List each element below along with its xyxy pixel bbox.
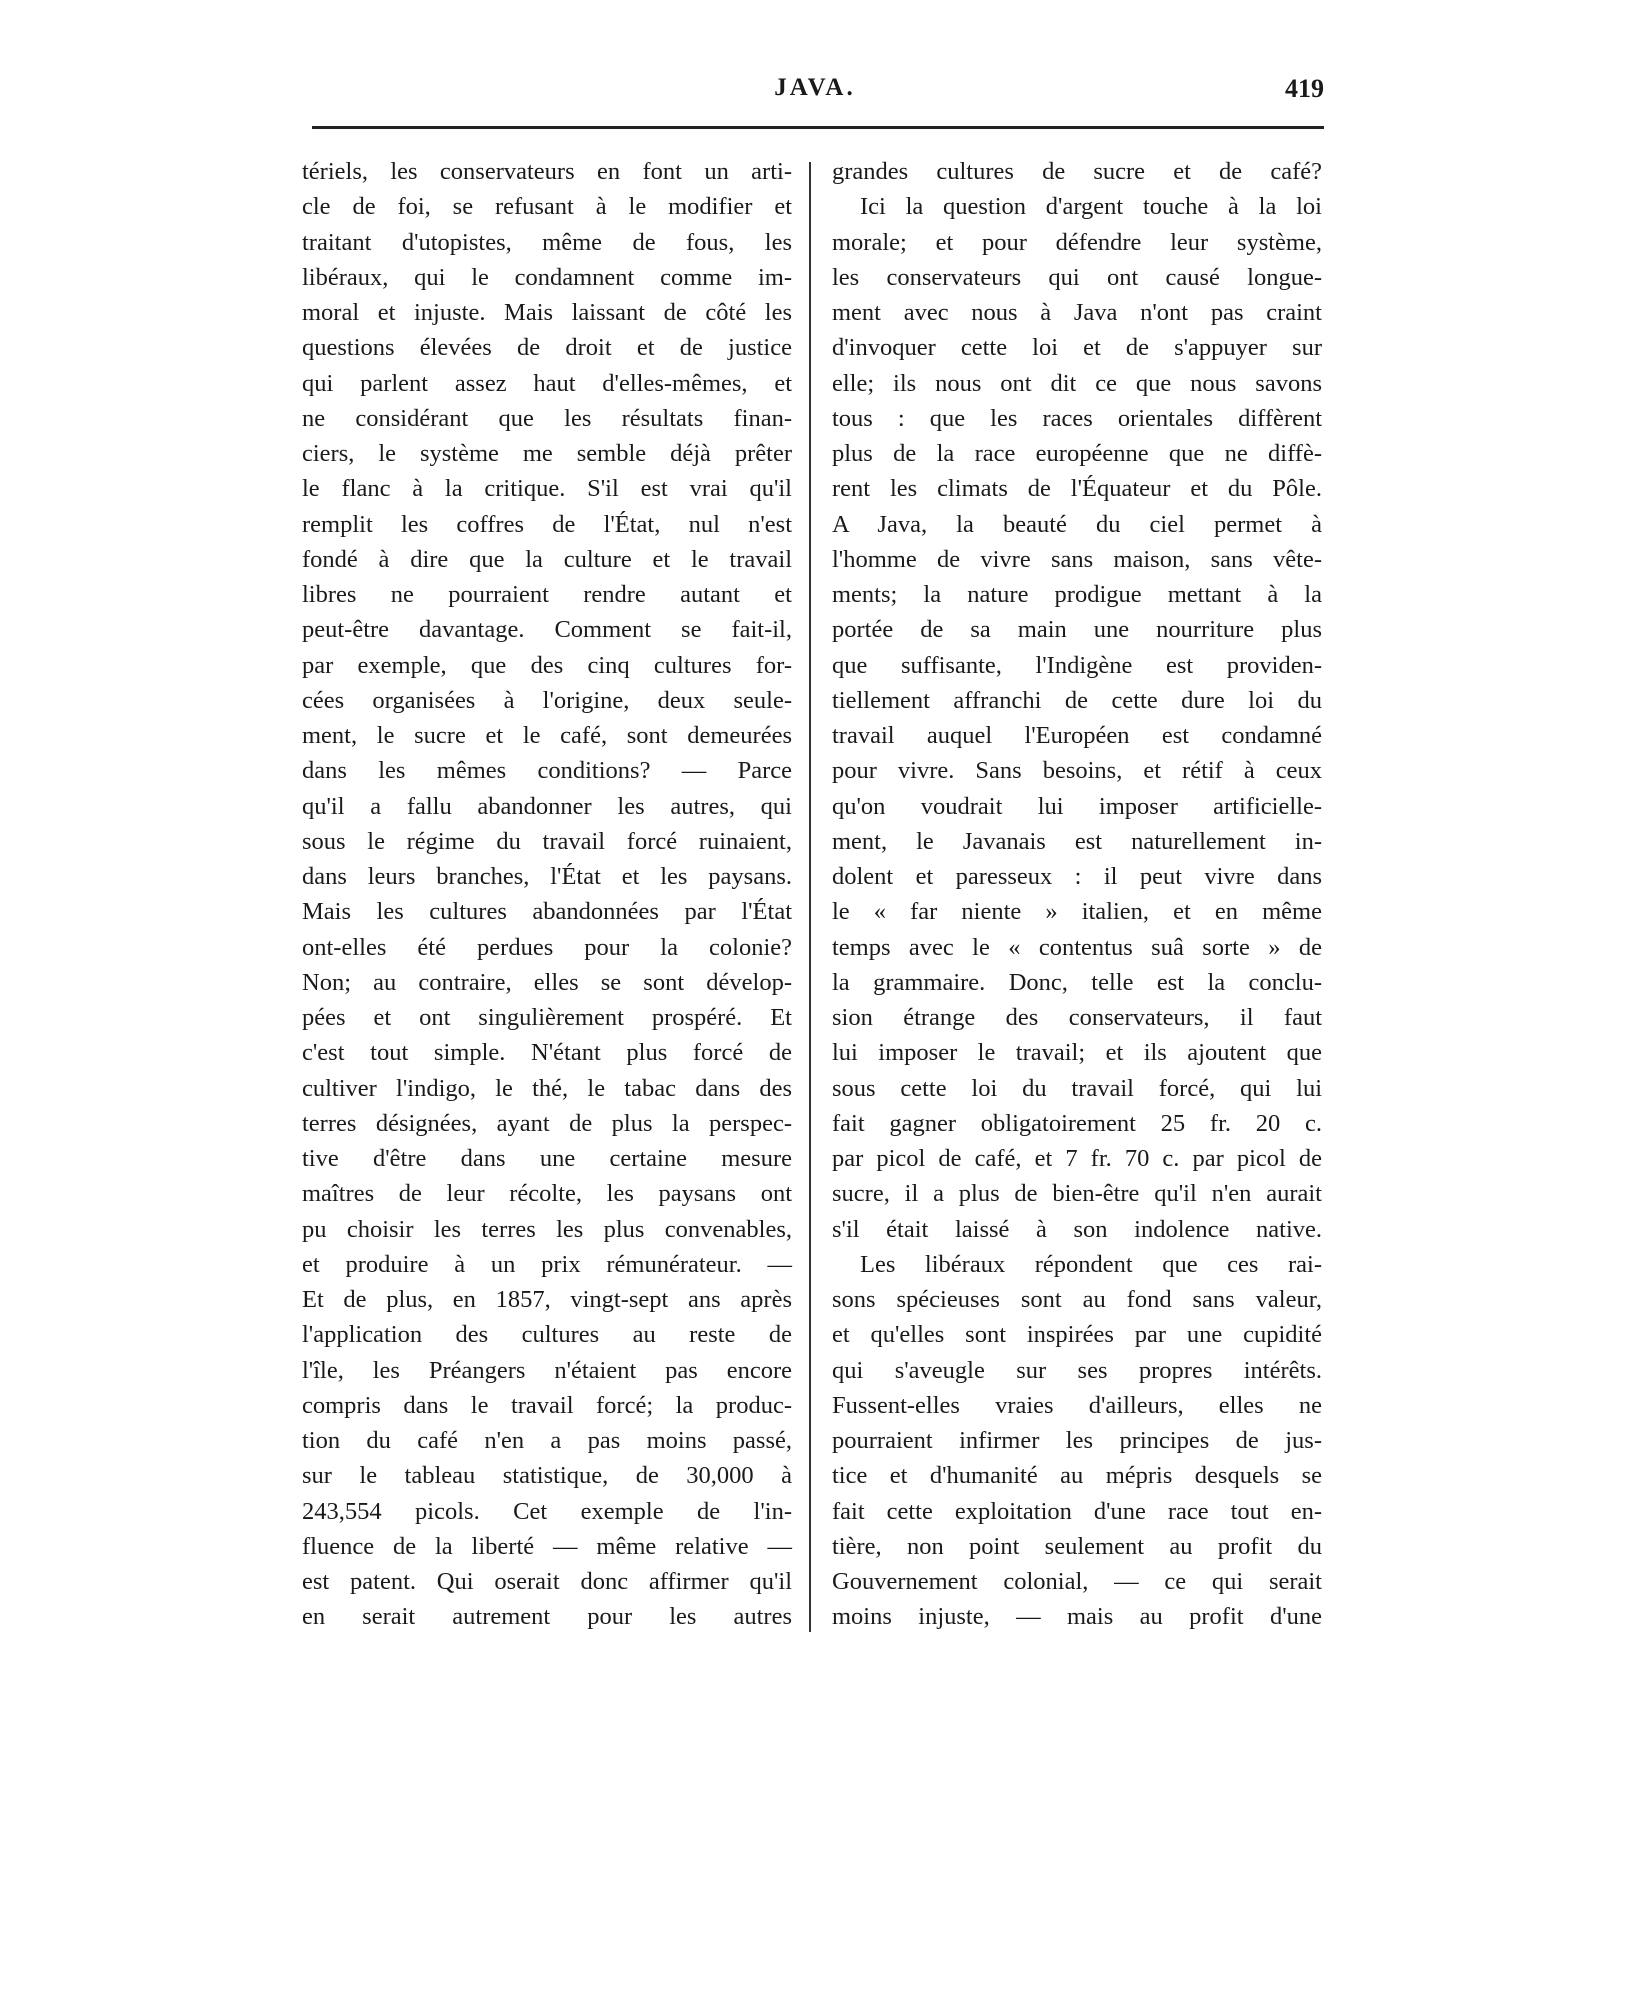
text-line: [302, 507, 792, 542]
text-line-content: ment avec nous à Java n'ont pas craint: [832, 299, 1322, 326]
text-line: [832, 824, 1322, 859]
text-line: [302, 648, 792, 683]
text-line: [832, 401, 1322, 436]
running-title: JAVA.: [774, 74, 856, 101]
text-line-content: pées et ont singulièrement prospéré. Et: [302, 1004, 792, 1031]
text-line-content: par exemple, que des cinq cultures for-: [302, 651, 792, 679]
text-line-content: traitant d'utopistes, même de fous, les: [302, 228, 792, 256]
text-line: [302, 1317, 792, 1352]
text-line: [832, 683, 1322, 718]
text-line-content: par picol de café, et 7 fr. 70 c. par picol de: [832, 1145, 1322, 1172]
text-line: [832, 1106, 1322, 1141]
text-line-content: sur le tableau statistique, de 30,000 à: [302, 1462, 792, 1490]
text-line-content: sion étrange des conservateurs, il faut: [832, 1004, 1322, 1031]
text-line-content: Fussent-elles vraies d'ailleurs, elles ne: [832, 1391, 1322, 1419]
text-line-content: cle de foi, se refusant à le modifier et: [302, 193, 792, 221]
text-line: [302, 225, 792, 260]
text-line-content: tière, non point seulement au profit du: [832, 1532, 1322, 1560]
text-line-content: est patent. Qui oserait donc affirmer qu'il: [302, 1568, 792, 1595]
text-line: [832, 577, 1322, 612]
text-line: [302, 1423, 792, 1458]
text-line: [832, 718, 1322, 753]
text-line: [302, 1106, 792, 1141]
text-line-content: A Java, la beauté du ciel permet à: [832, 510, 1322, 538]
text-line-content: tice et d'humanité au mépris desquels se: [832, 1462, 1322, 1490]
text-line-content: lui imposer le travail; et ils ajoutent que: [832, 1039, 1322, 1067]
text-line: [302, 1388, 792, 1423]
text-line-content: peut-être davantage. Comment se fait-il,: [302, 616, 792, 644]
text-line-content: moral et injuste. Mais laissant de côté les: [302, 299, 792, 326]
text-line: [832, 189, 1322, 224]
text-line: [302, 1282, 792, 1317]
text-line-content: Et de plus, en 1857, vingt-sept ans après: [302, 1286, 792, 1313]
text-line: [832, 789, 1322, 824]
text-line-content: temps avec le « contentus suâ sorte » de: [832, 933, 1322, 961]
text-line: [302, 1141, 792, 1176]
text-line: [832, 965, 1322, 1000]
text-line-content: pourraient infirmer les principes de jus-: [832, 1427, 1322, 1454]
text-line-content: qu'il a fallu abandonner les autres, qui: [302, 792, 792, 820]
text-line: [302, 718, 792, 753]
text-line: [302, 577, 792, 612]
text-line-content: le « far niente » italien, et en même: [832, 898, 1322, 926]
text-line-content: tériels, les conservateurs en font un arti-: [302, 158, 792, 185]
left-column: [302, 154, 792, 1635]
text-line: [302, 542, 792, 577]
text-line-content: grandes cultures de sucre et de café?: [832, 158, 1322, 185]
text-line: [832, 1000, 1322, 1035]
text-line-content: cultiver l'indigo, le thé, le tabac dans des: [302, 1074, 792, 1102]
text-line: [832, 1423, 1322, 1458]
text-line-content: ne considérant que les résultats finan-: [302, 404, 792, 432]
text-line-content: ments; la nature prodigue mettant à la: [832, 581, 1322, 608]
text-line-content: pu choisir les terres les plus convenables,: [302, 1215, 792, 1243]
text-line: [302, 1353, 792, 1388]
text-line: [302, 965, 792, 1000]
text-line-content: portée de sa main une nourriture plus: [832, 616, 1322, 644]
text-line: [832, 930, 1322, 965]
text-line-content: qui parlent assez haut d'elles-mêmes, et: [302, 369, 792, 397]
text-line: [832, 471, 1322, 506]
text-line: [832, 542, 1322, 577]
text-line: [832, 1529, 1322, 1564]
text-line-content: morale; et pour défendre leur système,: [832, 228, 1322, 256]
text-line-content: plus de la race européenne que ne diffè-: [832, 440, 1322, 467]
text-line: [302, 753, 792, 788]
text-line: [832, 260, 1322, 295]
text-line-content: terres désignées, ayant de plus la perspec-: [302, 1109, 792, 1137]
text-line: [302, 260, 792, 295]
text-line: [302, 1000, 792, 1035]
text-line-content: libéraux, qui le condamnent comme im-: [302, 263, 792, 291]
text-line-content: qu'on voudrait lui imposer artificielle-: [832, 792, 1322, 820]
text-line: [302, 471, 792, 506]
text-line-content: fluence de la liberté — même relative —: [302, 1532, 792, 1560]
text-line-content: en serait autrement pour les autres: [302, 1603, 792, 1631]
text-line-content: et produire à un prix rémunérateur. —: [302, 1250, 792, 1278]
text-line: [302, 1071, 792, 1106]
text-line-content: libres ne pourraient rendre autant et: [302, 581, 792, 608]
text-line-content: l'homme de vivre sans maison, sans vête-: [832, 545, 1322, 573]
text-line-content: dans leurs branches, l'État et les paysans.: [302, 863, 792, 890]
text-line: [302, 930, 792, 965]
text-line-content: compris dans le travail forcé; la produc-: [302, 1391, 792, 1419]
text-line-content: Mais les cultures abandonnées par l'État: [302, 898, 792, 926]
text-line: [832, 436, 1322, 471]
text-line-content: sous le régime du travail forcé ruinaient,: [302, 827, 792, 855]
text-line: [832, 1564, 1322, 1599]
text-line: [302, 859, 792, 894]
text-line: [832, 1458, 1322, 1493]
text-line: [302, 1035, 792, 1070]
text-line-content: fait cette exploitation d'une race tout en-: [832, 1497, 1322, 1525]
text-line: [302, 1564, 792, 1599]
text-line: [832, 648, 1322, 683]
text-line: [302, 154, 792, 189]
text-line-content: dans les mêmes conditions? — Parce: [302, 757, 792, 785]
text-line-content: remplit les coffres de l'État, nul n'est: [302, 510, 792, 538]
text-line-content: rent les climats de l'Équateur et du Pôle.: [832, 475, 1322, 503]
text-line-content: sons spécieuses sont au fond sans valeur,: [832, 1286, 1322, 1313]
text-line: [832, 1353, 1322, 1388]
text-line-content: et qu'elles sont inspirées par une cupidité: [832, 1321, 1322, 1349]
text-line: [832, 753, 1322, 788]
text-line: [302, 1176, 792, 1211]
text-line-content: qui s'aveugle sur ses propres intérêts.: [832, 1356, 1322, 1384]
text-line: [302, 295, 792, 330]
text-line: [302, 1458, 792, 1493]
text-line: [302, 789, 792, 824]
header-rule: [312, 126, 1324, 129]
text-line: [832, 1282, 1322, 1317]
text-line-content: sous cette loi du travail forcé, qui lui: [832, 1074, 1322, 1102]
text-line-content: Ici la question d'argent touche à la loi: [860, 193, 1322, 221]
text-line: [832, 1212, 1322, 1247]
text-line: [302, 1529, 792, 1564]
text-line-content: le flanc à la critique. S'il est vrai qu'il: [302, 475, 792, 503]
text-line-content: Non; au contraire, elles se sont dévelop-: [302, 968, 792, 996]
text-line-content: la grammaire. Donc, telle est la conclu-: [832, 968, 1322, 996]
text-line-content: l'île, les Préangers n'étaient pas encore: [302, 1356, 792, 1384]
text-line: [302, 401, 792, 436]
text-line: [302, 1494, 792, 1529]
text-line: [832, 366, 1322, 401]
text-line-content: ciers, le système me semble déjà prêter: [302, 440, 792, 467]
text-line: [302, 824, 792, 859]
text-line-content: 243,554 picols. Cet exemple de l'in-: [302, 1497, 792, 1525]
text-line-content: ment, le sucre et le café, sont demeurées: [302, 722, 792, 749]
text-line: [302, 683, 792, 718]
text-line: [832, 859, 1322, 894]
text-line: [832, 1317, 1322, 1352]
text-line-content: sucre, il a plus de bien-être qu'il n'en aurait: [832, 1180, 1322, 1208]
text-line-content: tous : que les races orientales diffèrent: [832, 404, 1322, 432]
text-line: [832, 1141, 1322, 1176]
text-line-content: cées organisées à l'origine, deux seule-: [302, 686, 792, 714]
text-line-content: d'invoquer cette loi et de s'appuyer sur: [832, 334, 1322, 362]
column-divider: [809, 162, 811, 1632]
text-line: [302, 330, 792, 365]
text-line-content: Les libéraux répondent que ces rai-: [860, 1250, 1322, 1278]
text-line: [832, 154, 1322, 189]
text-line: [832, 1071, 1322, 1106]
text-line: [302, 189, 792, 224]
text-line-content: travail auquel l'Européen est condamné: [832, 722, 1322, 749]
text-line-content: ment, le Javanais est naturellement in-: [832, 827, 1322, 855]
text-line: [832, 507, 1322, 542]
text-line: [302, 894, 792, 929]
text-line: [832, 1176, 1322, 1211]
text-line: [832, 1388, 1322, 1423]
text-line-content: moins injuste, — mais au profit d'une: [832, 1603, 1322, 1631]
text-line: [832, 1035, 1322, 1070]
text-line: [832, 612, 1322, 647]
text-line: [832, 1599, 1322, 1634]
text-line-content: les conservateurs qui ont causé longue-: [832, 263, 1322, 291]
text-line-content: tiellement affranchi de cette dure loi du: [832, 686, 1322, 714]
text-line-content: fait gagner obligatoirement 25 fr. 20 c.: [832, 1109, 1322, 1137]
text-line: [302, 1247, 792, 1282]
right-column: [832, 154, 1322, 1635]
text-line: [302, 612, 792, 647]
page-number: 419: [1285, 74, 1324, 103]
text-line-content: questions élevées de droit et de justice: [302, 334, 792, 362]
text-line-content: pour vivre. Sans besoins, et rétif à ceux: [832, 757, 1322, 785]
text-line-content: que suffisante, l'Indigène est providen-: [832, 651, 1322, 679]
text-line-content: fondé à dire que la culture et le travail: [302, 545, 792, 573]
text-line: [302, 436, 792, 471]
text-line-content: l'application des cultures au reste de: [302, 1321, 792, 1349]
text-line: [832, 330, 1322, 365]
text-line-content: dolent et paresseux : il peut vivre dans: [832, 863, 1322, 890]
text-line-content: Gouvernement colonial, — ce qui serait: [832, 1568, 1322, 1595]
text-line: [302, 1599, 792, 1634]
text-line-content: elle; ils nous ont dit ce que nous savons: [832, 369, 1322, 397]
text-line: [832, 1494, 1322, 1529]
text-line-content: c'est tout simple. N'étant plus forcé de: [302, 1039, 792, 1067]
text-line-content: s'il était laissé à son indolence native.: [832, 1215, 1322, 1243]
text-line-content: tion du café n'en a pas moins passé,: [302, 1427, 792, 1454]
text-line: [302, 366, 792, 401]
text-line-content: ont-elles été perdues pour la colonie?: [302, 933, 792, 961]
text-line: [832, 295, 1322, 330]
text-line: [832, 1247, 1322, 1282]
text-line-content: maîtres de leur récolte, les paysans ont: [302, 1180, 792, 1208]
text-line-content: tive d'être dans une certaine mesure: [302, 1145, 792, 1172]
text-line: [302, 1212, 792, 1247]
text-line: [832, 894, 1322, 929]
text-line: [832, 225, 1322, 260]
